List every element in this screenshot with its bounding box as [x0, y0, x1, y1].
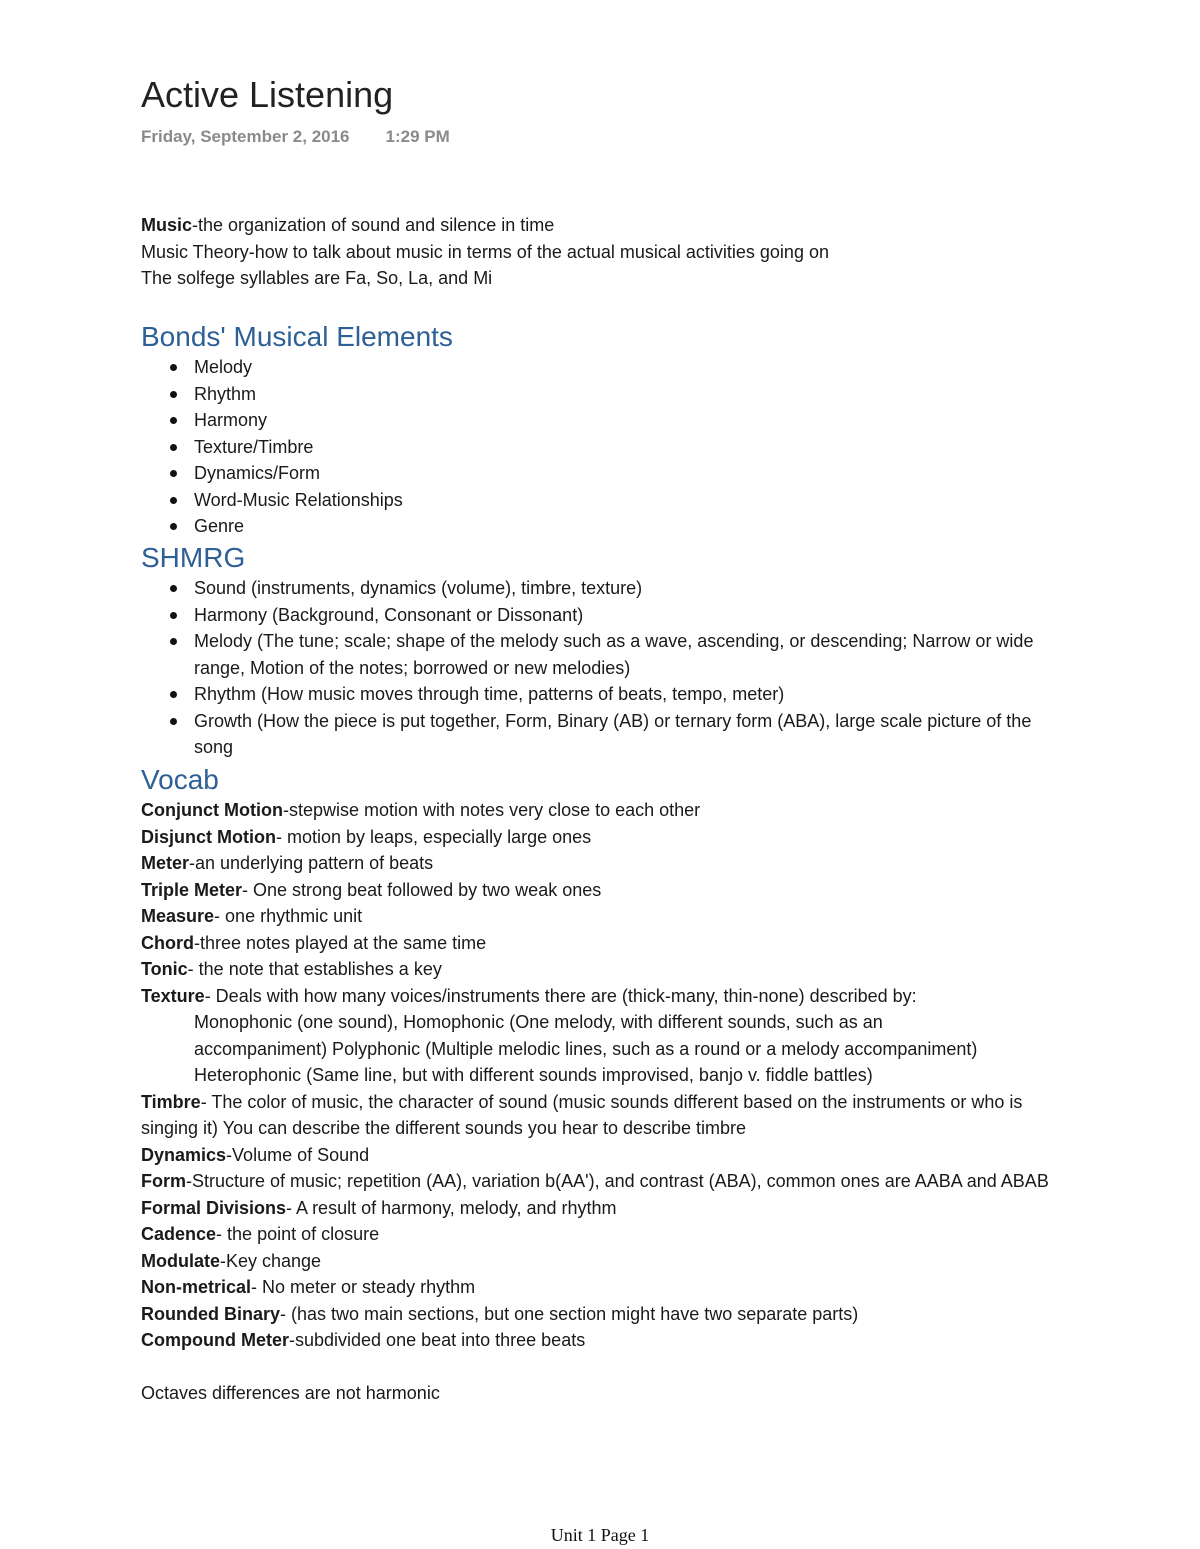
vocab-term: Measure [141, 906, 215, 926]
vocab-entry [141, 1248, 1061, 1275]
page-date: Friday, September 2, 2016 [141, 127, 350, 146]
spacer [141, 1354, 1061, 1381]
vocab-def: - one rhythmic unit [214, 906, 363, 926]
list-item: Sound (instruments, dynamics (volume), timbre, texture) [194, 575, 1054, 602]
vocab-entry [141, 903, 1061, 930]
vocab-def: - A result of harmony, melody, and rhythm [286, 1197, 617, 1218]
vocab-section [141, 763, 1061, 1407]
vocab-def: -three notes played at the same time [194, 932, 487, 953]
page-footer: Unit 1 Page 1 [550, 1525, 650, 1545]
list-item: Melody [194, 354, 453, 381]
vocab-term: Disjunct Motion [141, 826, 276, 847]
vocab-term: Rounded Binary [141, 1303, 281, 1324]
vocab-term: Triple Meter [141, 879, 243, 900]
vocab-def: - The color of music, the character of sound (music sounds different based on the instruments or who is singing it) You can describe the different sounds you hear to describe timbre [141, 1091, 1023, 1138]
vocab-term: Texture [141, 985, 205, 1006]
vocab-def: - (has two main sections, but one section might have two separate parts) [280, 1303, 859, 1324]
vocab-entry [141, 1327, 1061, 1354]
vocab-term: Formal Divisions [141, 1197, 287, 1218]
texture-subline: Heterophonic (Same line, but with different sounds improvised, banjo v. fiddle battles) [194, 1065, 873, 1085]
vocab-entry [141, 956, 1061, 983]
vocab-term: Chord [141, 932, 194, 953]
vocab-term: Conjunct Motion [141, 800, 283, 820]
vocab-term: Modulate [141, 1250, 220, 1271]
vocab-term: Meter [141, 853, 190, 873]
intro-text: Music Theory-how to talk about music in terms of the actual musical activities going on [141, 241, 829, 262]
list-item: Melody (The tune; scale; shape of the melody such as a wave, ascending, or descending; Narrow or wide range, Motion of the notes; borrowed or new melodies) [194, 628, 1054, 681]
vocab-heading: Vocab [141, 764, 219, 795]
vocab-term: Form [141, 1171, 186, 1191]
vocab-term: Timbre [141, 1091, 201, 1112]
vocab-term: Cadence [141, 1224, 217, 1244]
closing-note: Octaves differences are not harmonic [141, 1383, 440, 1403]
intro-line [141, 239, 829, 266]
list-item: Growth (How the piece is put together, Form, Binary (AB) or ternary form (ABA), large scale picture of the song [194, 708, 1054, 761]
list-item: Dynamics/Form [194, 460, 453, 487]
vocab-def: - the point of closure [216, 1224, 380, 1244]
shmrg-section [141, 541, 1054, 761]
vocab-def: - Deals with how many voices/instruments there are (thick-many, thin-none) described by: [204, 985, 917, 1006]
vocab-def: - motion by leaps, especially large ones [275, 826, 592, 847]
vocab-def: - One strong beat followed by two weak ones [242, 879, 602, 900]
vocab-def: -Structure of music; repetition (AA), variation b(AA'), and contrast (ABA), common ones are AABA and ABAB [186, 1171, 1049, 1191]
list-item: Texture/Timbre [194, 434, 453, 461]
intro-block [141, 212, 829, 292]
vocab-entry [141, 850, 1061, 877]
bonds-list [141, 354, 453, 540]
intro-line [141, 212, 829, 239]
page-datetime [141, 127, 450, 147]
vocab-entry [141, 1142, 1061, 1169]
intro-line [141, 265, 829, 292]
vocab-def: -subdivided one beat into three beats [289, 1330, 586, 1350]
page-time: 1:29 PM [385, 127, 450, 146]
list-item: Harmony (Background, Consonant or Dissonant) [194, 602, 1054, 629]
vocab-def: -an underlying pattern of beats [189, 853, 434, 873]
list-item: Genre [194, 513, 453, 540]
texture-subline: accompaniment) Polyphonic (Multiple melodic lines, such as a round or a melody accompaniment) [194, 1038, 978, 1059]
intro-term: Music [141, 215, 193, 235]
bonds-section [141, 320, 453, 540]
vocab-entry [141, 930, 1061, 957]
vocab-entry [141, 1195, 1061, 1222]
vocab-entry [141, 1168, 1061, 1195]
vocab-entry [141, 1274, 1061, 1301]
vocab-term: Tonic [141, 959, 188, 979]
texture-subline: Monophonic (one sound), Homophonic (One melody, with different sounds, such as an [194, 1012, 883, 1032]
vocab-term: Compound Meter [141, 1330, 289, 1350]
vocab-term: Dynamics [141, 1144, 227, 1165]
vocab-entry [141, 983, 1061, 1010]
bonds-heading: Bonds' Musical Elements [141, 321, 453, 352]
vocab-entry [141, 1089, 1061, 1142]
shmrg-heading: SHMRG [141, 542, 246, 573]
vocab-entry [141, 797, 1061, 824]
intro-text: The solfege syllables are Fa, So, La, and Mi [141, 268, 493, 288]
list-item: Harmony [194, 407, 453, 434]
vocab-def: -stepwise motion with notes very close to each other [282, 800, 701, 820]
vocab-def: - No meter or steady rhythm [251, 1277, 476, 1297]
intro-text: -the organization of sound and silence in time [192, 215, 555, 235]
list-item: Rhythm (How music moves through time, patterns of beats, tempo, meter) [194, 681, 1054, 708]
vocab-entry [141, 1301, 1061, 1328]
vocab-entry [141, 1221, 1061, 1248]
shmrg-list [141, 575, 1054, 761]
page-title: Active Listening [141, 74, 394, 115]
vocab-def: -Volume of Sound [226, 1144, 370, 1165]
list-item: Rhythm [194, 381, 453, 408]
vocab-entry [141, 877, 1061, 904]
vocab-def: - the note that establishes a key [187, 959, 442, 979]
vocab-entry [141, 824, 1061, 851]
vocab-term: Non-metrical [141, 1277, 252, 1297]
list-item: Word-Music Relationships [194, 487, 453, 514]
vocab-def: -Key change [220, 1250, 322, 1271]
